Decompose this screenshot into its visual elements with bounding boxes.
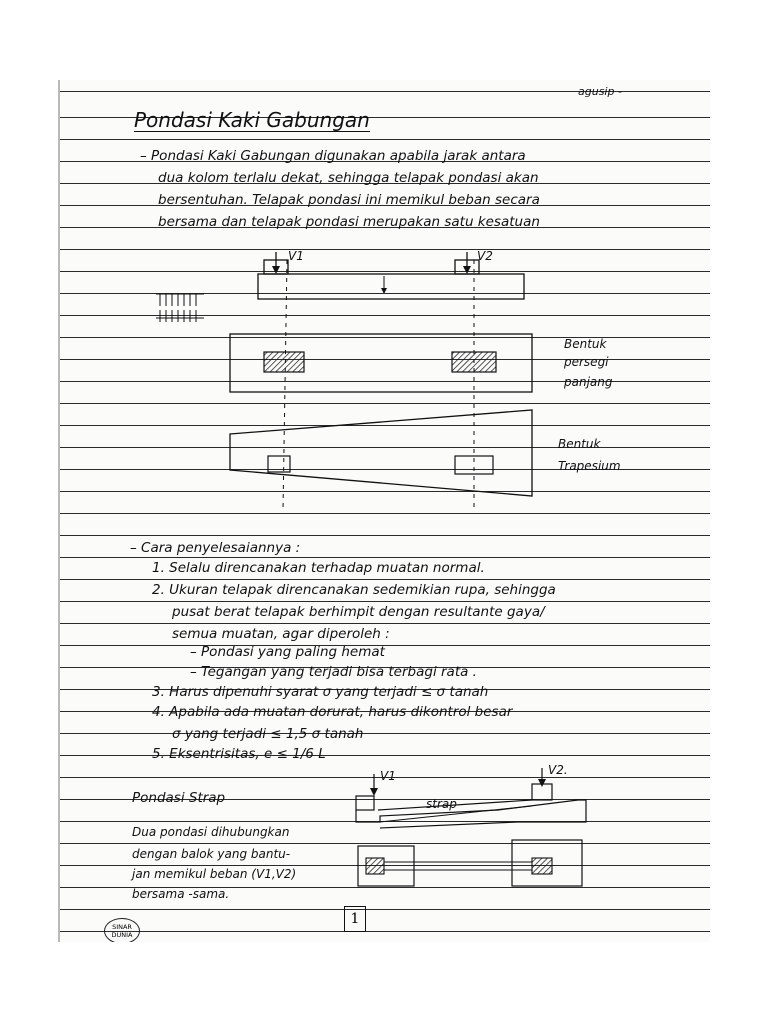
method-item-3: 3. Harus dipenuhi syarat σ yang terjadi ≤ σ tanah [152,684,489,700]
rect-label-1: Bentuk [564,337,607,351]
method-item-2b: pusat berat telapak berhimpit dengan resultante gaya/ [172,604,545,620]
page-number: 1 [344,906,366,932]
rect-label-2: persegi [564,355,609,369]
strap-footing-figure [58,80,710,942]
trap-label-1: Bentuk [558,437,601,451]
method-item-4: 4. Apabila ada muatan dorurat, harus dikontrol besar [152,704,513,720]
method-item-4b: σ yang terjadi ≤ 1,5 σ tanah [172,726,364,742]
page-title: Pondasi Kaki Gabungan [134,108,370,132]
rect-label-3: panjang [564,375,613,389]
method-item-2c: semua muatan, agar diperoleh : [172,626,390,642]
intro-line-2: dua kolom terlalu dekat, sehingga telapak pondasi akan [158,170,539,186]
strap-v2-label: V2. [548,763,568,777]
method-item-5: 5. Eksentrisitas, e ≤ 1/6 L [152,746,326,762]
intro-line-1: – Pondasi Kaki Gabungan digunakan apabila jarak antara [140,148,526,164]
publisher-logo: SINAR DUNIA [104,918,140,942]
method-sub-1: – Pondasi yang paling hemat [190,644,385,660]
strap-title: Pondasi Strap [132,790,226,806]
method-item-2: 2. Ukuran telapak direncanakan sedemikian rupa, sehingga [152,582,556,598]
strap-desc-2: dengan balok yang bantu- [132,847,291,861]
method-sub-2: – Tegangan yang terjadi bisa terbagi rata . [190,664,477,680]
strap-desc-4: bersama -sama. [132,887,230,901]
method-item-1: 1. Selalu direncanakan terhadap muatan normal. [152,560,485,576]
strap-v1-label: V1 [380,769,396,783]
strap-desc-1: Dua pondasi dihubungkan [132,825,290,839]
method-heading: – Cara penyelesaiannya : [130,540,301,556]
notebook-page [58,80,710,942]
strap-label: strap [426,797,457,811]
strap-desc-3: jan memikul beban (V1,V2) [132,867,297,881]
intro-line-3: bersentuhan. Telapak pondasi ini memikul beban secara [158,192,540,208]
trap-label-2: Trapesium [558,459,621,473]
load-v1-label: V1 [288,249,304,263]
intro-line-4: bersama dan telapak pondasi merupakan satu kesatuan [158,214,540,230]
author-mark: agusip - [578,85,622,98]
load-v2-label: V2 [477,249,493,263]
